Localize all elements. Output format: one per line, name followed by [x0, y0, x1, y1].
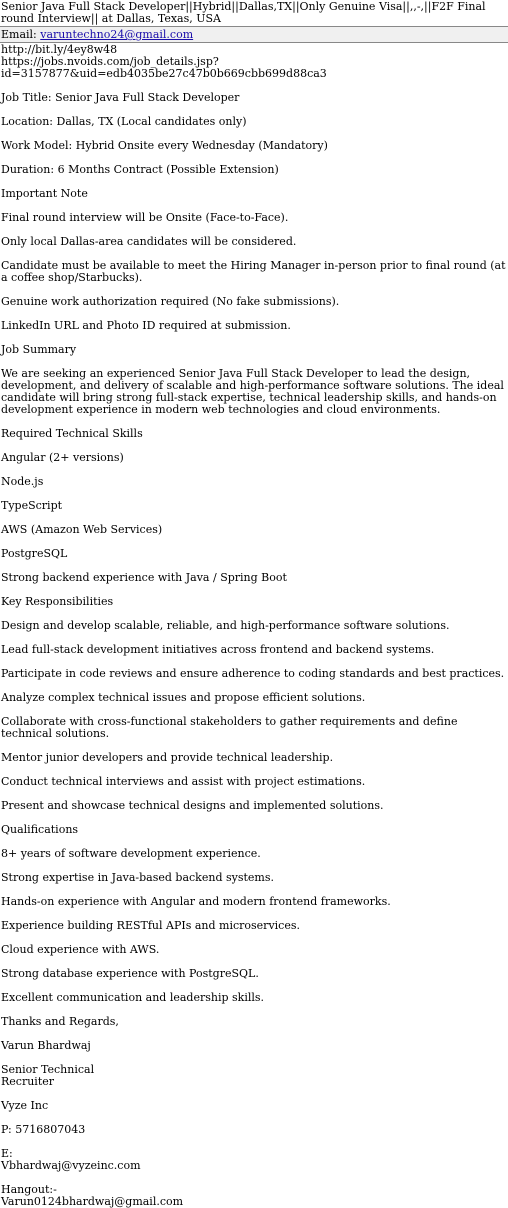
body-line: Key Responsibilities [1, 595, 114, 608]
posting-body [0, 43, 508, 1208]
posting-header [0, 0, 508, 27]
signature-company: Vyze Inc [1, 1099, 49, 1112]
body-line: Mentor junior developers and provide technical leadership. [1, 751, 334, 764]
body-line: Only local Dallas-area candidates will be considered. [1, 235, 297, 248]
signature-hangout-label: Hangout:- [1, 1183, 57, 1196]
body-lines [1, 92, 507, 1052]
body-line: Angular (2+ versions) [1, 451, 124, 464]
body-line: Strong expertise in Java-based backend systems. [1, 871, 274, 884]
job-details-link[interactable]: https://jobs.nvoids.com/job_details.jsp?id=3157877&uid=edb4035be27c47b0b669cbb699d88ca3 [1, 55, 327, 80]
body-line: Location: Dallas, TX (Local candidates only) [1, 115, 247, 128]
body-line: Experience building RESTful APIs and microservices. [1, 919, 300, 932]
body-line: Present and showcase technical designs and implemented solutions. [1, 799, 384, 812]
body-line: We are seeking an experienced Senior Java Full Stack Developer to lead the design, development, and delivery of scalable and high-performance software solutions. The ideal candidate will bring strong full-stack expertise, technical leadership skills, and hands-on development experience in modern web technologies and cloud environments. [1, 367, 504, 416]
signature-title-line2: Recruiter [1, 1075, 55, 1088]
short-link[interactable]: http://bit.ly/4ey8w48 [1, 43, 118, 56]
body-line: Cloud experience with AWS. [1, 943, 160, 956]
body-line: Job Title: Senior Java Full Stack Developer [1, 91, 240, 104]
signature-block [1, 1064, 507, 1208]
body-line: Participate in code reviews and ensure adherence to coding standards and best practices. [1, 667, 505, 680]
body-line: Candidate must be available to meet the Hiring Manager in-person prior to final round (at a coffee shop/Starbucks). [1, 259, 506, 284]
body-line: AWS (Amazon Web Services) [1, 523, 163, 536]
body-line: Job Summary [1, 343, 77, 356]
body-line: Thanks and Regards, [1, 1015, 119, 1028]
body-line: Final round interview will be Onsite (Face-to-Face). [1, 211, 289, 224]
posting-title: Senior Java Full Stack Developer||Hybrid||Dallas,TX||Only Genuine Visa||,,-,||F2F Final round Interview|| at Dallas, Texas, USA [1, 0, 486, 25]
signature-phone: P: 5716807043 [1, 1123, 86, 1136]
email-link[interactable]: varuntechno24@gmail.com [40, 28, 194, 41]
signature-title-line1: Senior Technical [1, 1063, 95, 1076]
email-label: Email: [1, 28, 37, 41]
body-line: Analyze complex technical issues and propose efficient solutions. [1, 691, 366, 704]
signature-hangout-value: Varun0124bhardwaj@gmail.com [1, 1195, 184, 1208]
body-line: Conduct technical interviews and assist with project estimations. [1, 775, 366, 788]
body-line: Collaborate with cross-functional stakeholders to gather requirements and define technical solutions. [1, 715, 458, 740]
body-line: Genuine work authorization required (No fake submissions). [1, 295, 340, 308]
signature-email-value: Vbhardwaj@vyzeinc.com [1, 1159, 141, 1172]
body-line: Strong database experience with PostgreSQL. [1, 967, 259, 980]
body-line: TypeScript [1, 499, 63, 512]
body-line: Hands-on experience with Angular and modern frontend frameworks. [1, 895, 391, 908]
body-line: Strong backend experience with Java / Spring Boot [1, 571, 287, 584]
body-line: Varun Bhardwaj [1, 1039, 91, 1052]
body-line: LinkedIn URL and Photo ID required at submission. [1, 319, 291, 332]
signature-email [1, 1148, 507, 1172]
signature-hangout [1, 1184, 507, 1208]
body-line: Important Note [1, 187, 88, 200]
body-line: Node.js [1, 475, 44, 488]
signature-email-label: E: [1, 1147, 13, 1160]
body-line: Excellent communication and leadership skills. [1, 991, 265, 1004]
body-line: Work Model: Hybrid Onsite every Wednesday (Mandatory) [1, 139, 328, 152]
body-line: Qualifications [1, 823, 79, 836]
body-line: 8+ years of software development experience. [1, 847, 261, 860]
body-line: Lead full-stack development initiatives across frontend and backend systems. [1, 643, 435, 656]
body-line: Design and develop scalable, reliable, and high-performance software solutions. [1, 619, 450, 632]
body-line: Duration: 6 Months Contract (Possible Extension) [1, 163, 279, 176]
signature-title [1, 1064, 507, 1088]
email-bar [0, 27, 508, 43]
body-line: PostgreSQL [1, 547, 68, 560]
body-line: Required Technical Skills [1, 427, 143, 440]
